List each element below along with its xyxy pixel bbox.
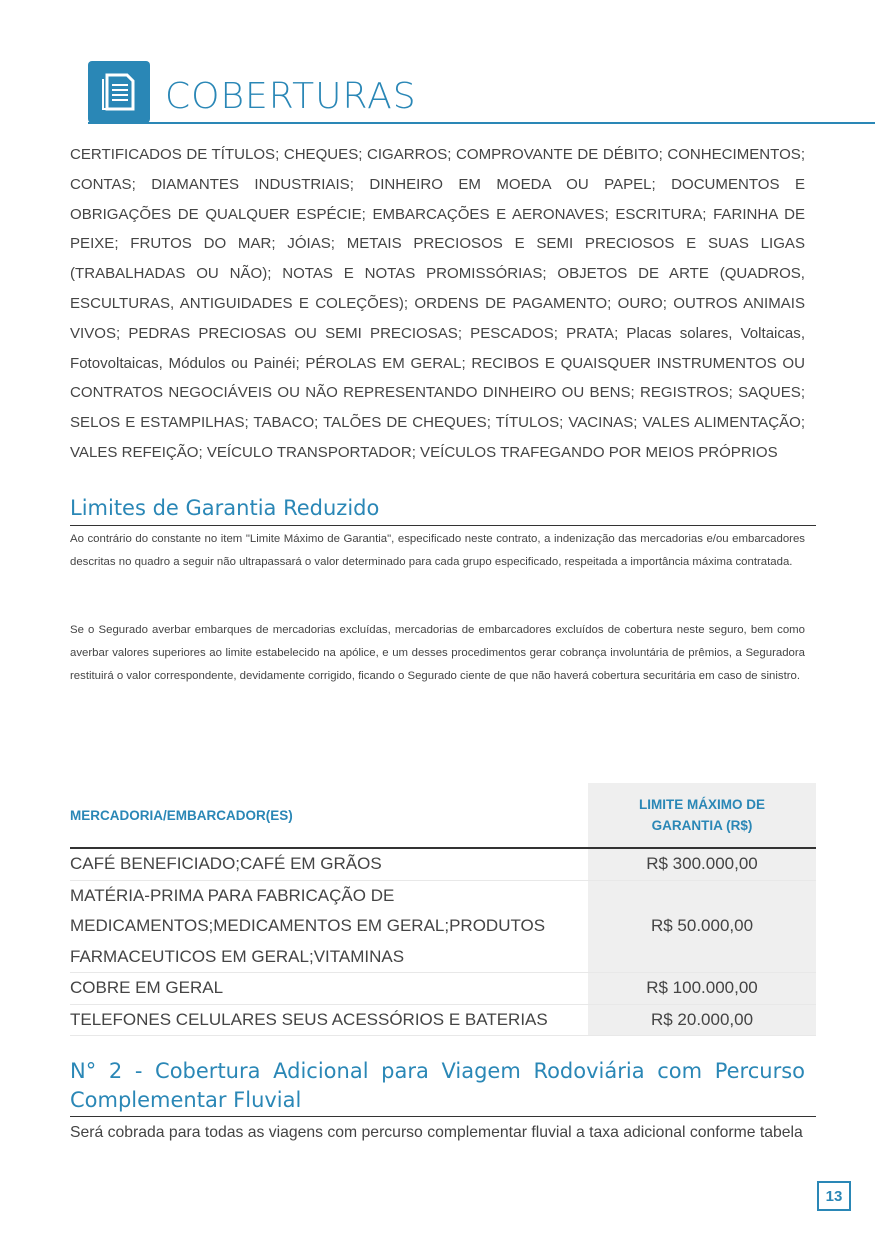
column-header-limit-line2: GARANTIA (R$) [651, 818, 753, 833]
table-header-row [70, 783, 816, 848]
table-row [70, 880, 816, 973]
merchandise-limits-table [70, 783, 816, 1036]
limit-value-cell: R$ 20.000,00 [588, 1004, 816, 1036]
page-number: 13 [817, 1181, 851, 1211]
section-2-divider [70, 1116, 816, 1117]
column-header-limit-line1: LIMITE MÁXIMO DE [639, 797, 765, 812]
document-icon [88, 61, 150, 123]
table-row [70, 973, 816, 1005]
section-2-title: N° 2 - Cobertura Adicional para Viagem Rodoviária com Percurso Complementar Fluvial [70, 1059, 805, 1112]
header-divider [88, 122, 875, 124]
merchandise-line: COBRE EM GERAL [70, 978, 224, 997]
table-row [70, 848, 816, 880]
table-row [70, 1004, 816, 1036]
limit-value-cell: R$ 100.000,00 [588, 973, 816, 1005]
merchandise-cell [70, 973, 588, 1005]
limits-paragraph-1: Ao contrário do constante no item "Limite Máximo de Garantia", especificado neste contrato, a indenização das mercadorias e/ou embarcadores descritas no quadro a seguir não ultrapassará o valor determinado para cada grupo especificado, respeitada a importância máxima contratada. [70, 533, 805, 568]
limits-paragraph-2: Se o Segurado averbar embarques de mercadorias excluídas, mercadorias de embarcadores excluídos de cobertura neste seguro, bem como averbar valores superiores ao limite estabelecido na apólice, e um desses procedimentos gerar cobrança involuntária de prêmios, a Seguradora restituirá o valor correspondente, devidamente corrigido, ficando o Segurado ciente de que não haverá cobertura securitária em caso de sinistro. [70, 624, 805, 682]
column-header-merchandise: MERCADORIA/EMBARCADOR(ES) [70, 807, 293, 823]
limit-value-cell: R$ 50.000,00 [588, 880, 816, 973]
section-2-text: Será cobrada para todas as viagens com percurso complementar fluvial a taxa adicional conforme tabela [70, 1124, 803, 1141]
merchandise-line: FARMACEUTICOS EM GERAL;VITAMINAS [70, 946, 405, 966]
limits-section-divider [70, 525, 816, 526]
merchandise-line: TELEFONES CELULARES SEUS ACESSÓRIOS E BATERIAS [70, 1009, 548, 1029]
merchandise-line: CAFÉ BENEFICIADO;CAFÉ EM GRÃOS [70, 854, 382, 873]
page-title: COBERTURAS [165, 76, 417, 117]
merchandise-cell [70, 1004, 588, 1036]
limits-section-title: Limites de Garantia Reduzido [70, 496, 380, 520]
column-header-limit [588, 783, 816, 848]
merchandise-cell [70, 848, 588, 880]
limit-value-cell: R$ 300.000,00 [588, 848, 816, 880]
coverage-list-text: CERTIFICADOS DE TÍTULOS; CHEQUES; CIGARROS; COMPROVANTE DE DÉBITO; CONHECIMENTOS; CONTAS; DIAMANTES INDUSTRIAIS; DINHEIRO EM MOEDA OU PAPEL; DOCUMENTOS E OBRIGAÇÕES DE QUALQUER ESPÉCIE; EMBARCAÇÕES E AERONAVES; ESCRITURA; FARINHA DE PEIXE; FRUTOS DO MAR; JÓIAS; METAIS PRECIOSOS E SEMI PRECIOSOS E SUAS LIGAS (TRABALHADAS OU NÃO); NOTAS E NOTAS PROMISSÓRIAS; OBJETOS DE ARTE (QUADROS, ESCULTURAS, ANTIGUIDADES E COLEÇÕES); ORDENS DE PAGAMENTO; OURO; OUTROS ANIMAIS VIVOS; PEDRAS PRECIOSAS OU SEMI PRECIOSAS; PESCADOS; PRATA; Placas solares, Voltaicas, Fotovoltaicas, Módulos ou Painéi; PÉROLAS EM GERAL; RECIBOS E QUAISQUER INSTRUMENTOS OU CONTRATOS NEGOCIÁVEIS OU NÃO REPRESENTANDO DINHEIRO OU BENS; REGISTROS; SAQUES; SELOS E ESTAMPILHAS; TABACO; TALÕES DE CHEQUES; TÍTULOS; VACINAS; VALES ALIMENTAÇÃO; VALES REFEIÇÃO; VEÍCULO TRANSPORTADOR; VEÍCULOS TRAFEGANDO POR MEIOS PRÓPRIOS [70, 146, 805, 461]
merchandise-line: MEDICAMENTOS;MEDICAMENTOS EM GERAL;PRODUTOS [70, 916, 546, 935]
merchandise-cell [70, 880, 588, 973]
merchandise-line: MATÉRIA-PRIMA PARA FABRICAÇÃO DE [70, 885, 395, 905]
